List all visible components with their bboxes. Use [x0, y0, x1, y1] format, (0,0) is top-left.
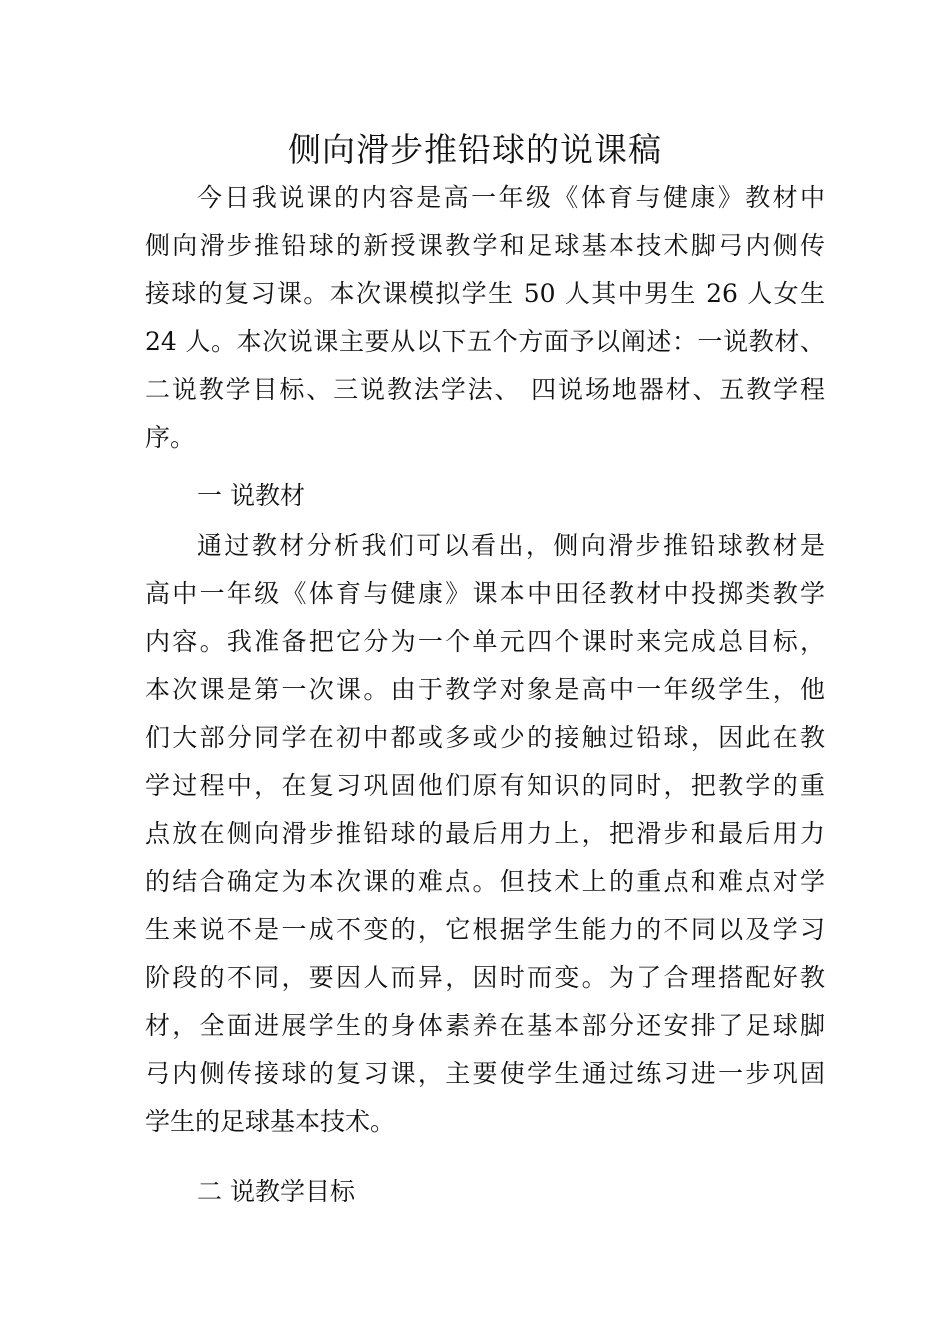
paragraph-line: 侧向滑步推铅球的新授课教学和足球基本技术脚弓内侧传 — [145, 231, 825, 260]
paragraph-line: 今日我说课的内容是高一年级《体育与健康》教材中 — [197, 183, 825, 212]
paragraph-line: 通过教材分析我们可以看出，侧向滑步推铅球教材是 — [197, 531, 825, 560]
paragraph-line: 生来说不是一成不变的，它根据学生能力的不同以及学习 — [145, 915, 825, 944]
paragraph-line: 学生的足球基本技术。 — [145, 1107, 396, 1136]
paragraph-line: 学过程中，在复习巩固他们原有知识的同时，把教学的重 — [145, 771, 825, 800]
paragraph-line: 接球的复习课。本次课模拟学生 50 人其中男生 26 人女生 — [145, 279, 825, 308]
paragraph-line: 高中一年级《体育与健康》课本中田径教材中投掷类教学 — [145, 579, 825, 608]
paragraph-line: 24 人。本次说课主要从以下五个方面予以阐述：一说教材、 — [145, 327, 825, 356]
paragraph-line: 阶段的不同，要因人而异，因时而变。为了合理搭配好教 — [145, 963, 825, 992]
paragraph-line: 的结合确定为本次课的难点。但技术上的重点和难点对学 — [145, 867, 825, 896]
section-heading: 二 说教学目标 — [197, 1177, 355, 1206]
paragraph-line: 材，全面进展学生的身体素养在基本部分还安排了足球脚 — [145, 1011, 825, 1040]
paragraph-line: 序。 — [145, 423, 196, 452]
paragraph-line: 二说教学目标、三说教法学法、 四说场地器材、五教学程 — [145, 375, 825, 404]
paragraph-line: 弓内侧传接球的复习课，主要使学生通过练习进一步巩固 — [145, 1059, 825, 1088]
section-heading: 一 说教材 — [197, 481, 305, 510]
paragraph-line: 本次课是第一次课。由于教学对象是高中一年级学生，他 — [145, 675, 825, 704]
document-title: 侧向滑步推铅球的说课稿 — [288, 130, 662, 169]
paragraph-line: 们大部分同学在初中都或多或少的接触过铅球，因此在教 — [145, 723, 825, 752]
paragraph-line: 内容。我准备把它分为一个单元四个课时来完成总目标， — [145, 627, 825, 656]
paragraph-line: 点放在侧向滑步推铅球的最后用力上，把滑步和最后用力 — [145, 819, 825, 848]
